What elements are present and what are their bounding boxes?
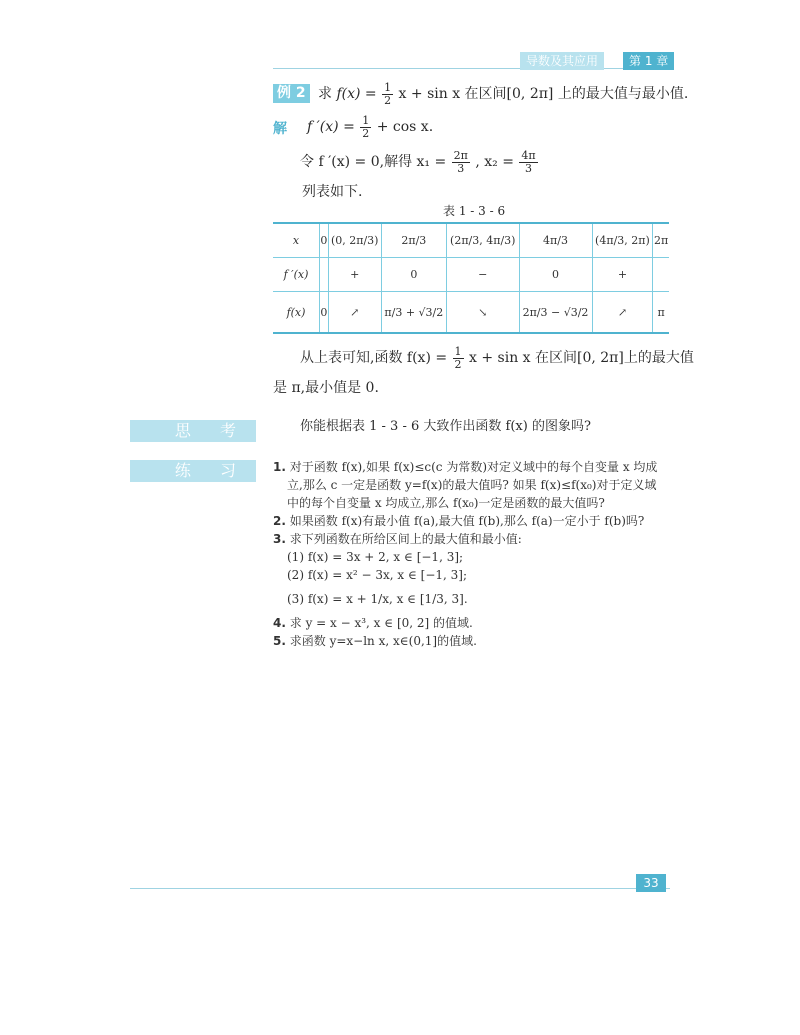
cell: +: [592, 258, 653, 292]
list-item: 5. 求函数 y=x−ln x, x∈(0,1]的值域.: [273, 634, 477, 648]
cell: 0: [519, 258, 592, 292]
table-row-fprime: [273, 258, 669, 292]
list-item: 1. 对于函数 f(x),如果 f(x)≤c(c 为常数)对定义域中的每个自变量 x 均成: [273, 460, 658, 474]
practice-label: 练 习: [130, 460, 256, 482]
fraction-x2: $\frac{4\pi}{3}$: [521, 148, 536, 175]
cell: [653, 258, 669, 292]
cell: π/3 + √3/2: [381, 292, 446, 334]
list-item: (1) f(x) = 3x + 2, x ∈ [−1, 3];: [287, 550, 464, 564]
example-problem: 求 f(x) = $\frac{1}{2}$ x + sin x 在区间[0, 2π] 上的最大值与最小值.: [318, 80, 689, 107]
fraction-x1: $\frac{2\pi}{3}$: [453, 148, 468, 175]
variation-table: [273, 222, 669, 334]
cell: f(x): [286, 305, 306, 319]
solution-label: 解: [273, 121, 287, 137]
list-item: 立,那么 c 一定是函数 y=f(x)的最大值吗? 如果 f(x)≤f(x₀)对于定义域: [287, 478, 657, 492]
cell: 2π/3: [381, 223, 446, 258]
example-label: 例 2: [273, 84, 310, 103]
table-caption: 表 1 - 3 - 6: [443, 204, 506, 218]
table-row-f: [273, 292, 669, 334]
cell: 0: [381, 258, 446, 292]
footer-rule: [130, 888, 670, 889]
fraction-half: $\frac{1}{2}$: [384, 80, 392, 107]
header-rule: [273, 68, 670, 69]
page-number: 33: [636, 874, 666, 892]
conclusion-line-2: 是 π,最小值是 0.: [273, 380, 379, 396]
cell: 2π/3 − √3/2: [519, 292, 592, 334]
cell: f ′(x): [283, 268, 309, 281]
cell: ↘: [447, 292, 520, 334]
cell: 2π: [653, 223, 669, 258]
zero-line: 令 f ′(x) = 0,解得 x₁ = $\frac{2\pi}{3}$ , x₂ = $\frac{4\pi}{3}$: [300, 148, 536, 175]
cell: [320, 258, 329, 292]
chapter-number: 第 1 章: [623, 52, 674, 70]
table-row-x: [273, 223, 669, 258]
cell: 4π/3: [519, 223, 592, 258]
think-text: 你能根据表 1 - 3 - 6 大致作出函数 f(x) 的图象吗?: [300, 419, 591, 434]
cell: −: [447, 258, 520, 292]
cell: ↗: [592, 292, 653, 334]
fraction-half-3: $\frac{1}{2}$: [454, 344, 462, 371]
cell: (4π/3, 2π): [592, 223, 653, 258]
list-text: 列表如下.: [302, 184, 363, 200]
cell: (2π/3, 4π/3): [447, 223, 520, 258]
conclusion-line-1: 从上表可知,函数 f(x) = $\frac{1}{2}$ x + sin x 在区间[0, 2π]上的最大值: [300, 344, 694, 371]
practice-list: [273, 458, 657, 650]
cell: (0, 2π/3): [328, 223, 381, 258]
cell: 0: [320, 223, 329, 258]
cell: x: [292, 234, 300, 247]
cell: ↗: [328, 292, 381, 334]
list-item: 4. 求 y = x − x³, x ∈ [0, 2] 的值域.: [273, 616, 473, 630]
cell: π: [653, 292, 669, 334]
list-item: (3) f(x) = x + 1/x, x ∈ [1/3, 3].: [287, 592, 468, 606]
cell: 0: [320, 292, 329, 334]
fraction-half-2: $\frac{1}{2}$: [362, 113, 370, 140]
derivative-line: f ′(x) = $\frac{1}{2}$ + cos x.: [307, 113, 434, 140]
list-item: (2) f(x) = x² − 3x, x ∈ [−1, 3];: [287, 568, 467, 582]
cell: +: [328, 258, 381, 292]
list-item: 3. 求下列函数在所给区间上的最大值和最小值:: [273, 532, 522, 546]
chapter-title: 导数及其应用: [520, 52, 604, 70]
list-item: 中的每个自变量 x 均成立,那么 f(x₀)一定是函数的最大值吗?: [287, 496, 605, 510]
think-label: 思 考: [130, 420, 256, 442]
list-item: 2. 如果函数 f(x)有最小值 f(a),最大值 f(b),那么 f(a)一定小于 f(b)吗?: [273, 514, 645, 528]
